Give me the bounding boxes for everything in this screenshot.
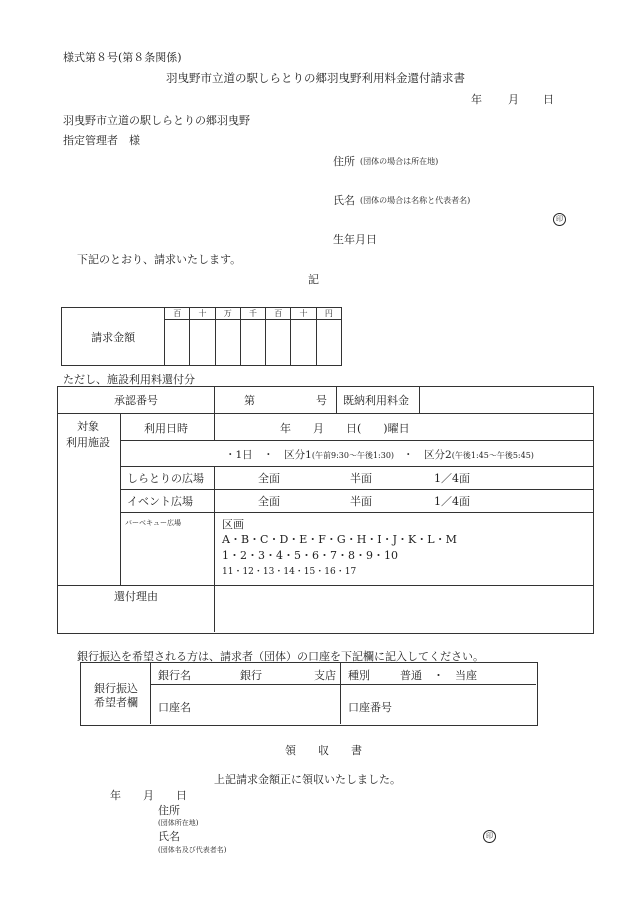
unit-man: 万: [215, 308, 240, 320]
receipt-address-label: 住所: [158, 804, 180, 817]
form-number: 様式第８号(第８条関係): [63, 51, 182, 64]
branch-word: 支店: [314, 669, 336, 682]
intro-text: 下記のとおり、請求いたします。: [77, 253, 242, 266]
amount-cell[interactable]: [316, 320, 341, 366]
addressee-facility: 羽曳野市立道の駅しらとりの郷羽曳野: [63, 114, 250, 127]
kukaku-label: 区画: [222, 518, 244, 531]
usage-date-label: 利用日時: [144, 422, 188, 435]
applicant-birthdate-label: 生年月日: [333, 233, 377, 246]
usage-date-value: 年 月 日( )曜日: [280, 422, 410, 435]
receipt-date: 年 月 日: [110, 789, 187, 802]
applicant-address-note: (団体の場合は所在地): [360, 157, 439, 166]
facility-event-full: 全面: [258, 495, 280, 508]
unit-hyaku: 百: [266, 308, 291, 320]
date-month: 月: [508, 93, 519, 106]
refund-reason-label: 還付理由: [114, 590, 158, 603]
bbq-numbers-1: 1・2・3・4・5・6・7・8・9・10: [222, 549, 398, 562]
bank-notice: 銀行振込を希望される方は、請求者（団体）の口座を下記欄に記入してください。: [77, 650, 484, 663]
target-label: 対象: [77, 420, 99, 433]
facility-shiratori-quarter: 1／4面: [434, 472, 470, 485]
account-type-label: 種別: [348, 669, 370, 682]
facility-shiratori-label: しらとりの広場: [127, 472, 204, 485]
seal-mark: 印: [553, 213, 566, 226]
usage-kubun1: ・1日 ・ 区分1: [225, 449, 312, 461]
form-title: 羽曳野市立道の駅しらとりの郷羽曳野利用料金還付請求書: [166, 71, 465, 85]
facility-bbq-label: バーベキュー広場: [125, 519, 181, 527]
date-day: 日: [543, 93, 554, 106]
receipt-name-note: (団体名及び代表者名): [158, 846, 227, 854]
receipt-name-label: 氏名: [158, 830, 180, 843]
amount-cell[interactable]: [190, 320, 215, 366]
date-year: 年: [471, 93, 482, 106]
kubun1-time: (午前9:30〜午後1:30): [311, 451, 395, 460]
facility-event-quarter: 1／4面: [434, 495, 470, 508]
facility-shiratori-full: 全面: [258, 472, 280, 485]
receipt-statement: 上記請求金額正に領収いたしました。: [214, 773, 401, 786]
unit-juu-man: 十: [190, 308, 215, 320]
bank-word: 銀行: [240, 669, 262, 682]
bank-section-label: 銀行振込: [94, 682, 138, 695]
amount-label: 請求金額: [62, 308, 165, 366]
unit-hyaku-man: 百: [165, 308, 190, 320]
applicant-name-label: 氏名: [333, 194, 355, 207]
bank-section-label-2: 希望者欄: [94, 696, 138, 709]
amount-table: [61, 307, 342, 366]
approval-dai: 第: [244, 394, 255, 407]
bank-name-label: 銀行名: [158, 669, 191, 682]
unit-juu: 十: [291, 308, 316, 320]
usage-options: [225, 447, 534, 462]
target-facility-label: 利用施設: [66, 436, 110, 449]
bbq-letters: A・B・C・D・E・F・G・H・I・J・K・L・M: [222, 533, 457, 546]
applicant-name-note: (団体の場合は名称と代表者名): [360, 196, 471, 205]
receipt-address-note: (団体所在地): [158, 819, 199, 827]
amount-cell[interactable]: [165, 320, 190, 366]
approval-number-label: 承認番号: [114, 394, 158, 407]
applicant-address-label: 住所: [333, 155, 355, 168]
kubun2-time: (午後1:45〜午後5:45): [451, 451, 534, 460]
unit-en: 円: [316, 308, 341, 320]
addressee-manager: 指定管理者 様: [63, 134, 140, 147]
usage-kubun2: ・ 区分2: [403, 449, 452, 461]
refund-note: ただし、施設利用料還付分: [63, 373, 195, 386]
amount-cell[interactable]: [291, 320, 316, 366]
account-number-label: 口座番号: [348, 701, 392, 714]
receipt-seal-mark: 印: [483, 830, 496, 843]
amount-cell[interactable]: [215, 320, 240, 366]
approval-go: 号: [316, 394, 327, 407]
amount-cell[interactable]: [240, 320, 265, 366]
account-name-label: 口座名: [158, 701, 191, 714]
facility-shiratori-half: 半面: [350, 472, 372, 485]
facility-event-label: イベント広場: [127, 495, 193, 508]
receipt-title: 領 収 書: [285, 744, 362, 757]
bbq-numbers-2: 11・12・13・14・15・16・17: [222, 567, 357, 577]
facility-event-half: 半面: [350, 495, 372, 508]
paid-fee-label: 既納利用料金: [343, 394, 409, 407]
unit-sen: 千: [240, 308, 265, 320]
ki-heading: 記: [308, 273, 319, 286]
account-type-options: 普通 ・ 当座: [400, 669, 477, 682]
amount-cell[interactable]: [266, 320, 291, 366]
